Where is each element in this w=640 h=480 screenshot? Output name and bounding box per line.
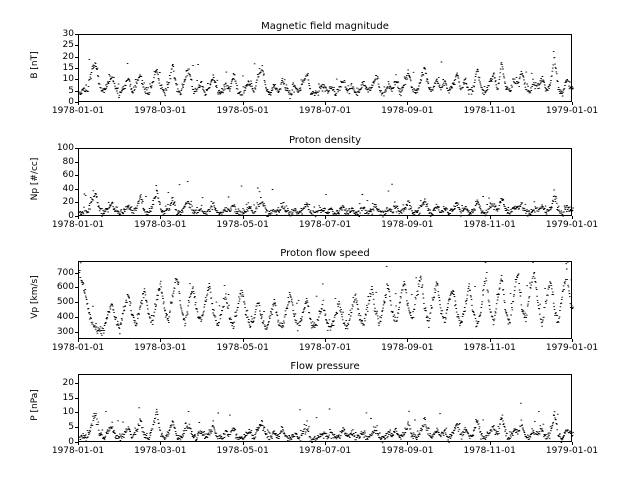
ylabel-proton-flow-speed: Vp [km/s] [30, 275, 40, 319]
ytick-label: 5 [68, 85, 74, 96]
xtick-label: 1979-01-01 [545, 220, 599, 230]
xtick-label: 1978-03-01 [134, 106, 187, 116]
ytick-label: 80 [62, 156, 74, 167]
xtick-mark [572, 339, 573, 342]
xtick-mark [325, 216, 326, 219]
xtick-mark [572, 102, 573, 105]
panel-title-proton-density: Proton density [288, 135, 362, 146]
xtick-label: 1979-01-01 [545, 446, 599, 456]
axes-proton-density [78, 135, 572, 216]
xtick-label: 1978-05-01 [216, 446, 269, 456]
xtick-label: 1978-05-01 [216, 106, 269, 116]
ytick-mark [75, 148, 78, 149]
ytick-mark [75, 34, 78, 35]
ytick-label: 0 [68, 97, 74, 107]
xtick-label: 1978-11-01 [463, 106, 516, 116]
ytick-mark [75, 79, 78, 80]
ytick-label: 600 [56, 282, 74, 293]
panel-title-flow-pressure: Flow pressure [290, 361, 360, 372]
ytick-mark [75, 68, 78, 69]
xtick-mark [78, 442, 79, 445]
xtick-label: 1978-09-01 [381, 446, 434, 456]
xtick-label: 1978-01-01 [51, 220, 105, 230]
ylabel-flow-pressure: P [nPa] [30, 389, 40, 421]
xtick-mark [490, 216, 491, 219]
xtick-mark [572, 442, 573, 445]
xtick-mark [407, 442, 408, 445]
ytick-mark [75, 412, 78, 413]
xtick-label: 1978-07-01 [298, 446, 352, 456]
xtick-label: 1978-11-01 [463, 446, 516, 456]
xtick-label: 1978-11-01 [463, 220, 516, 230]
scatter-data-magnetic-field [79, 35, 573, 103]
xtick-label: 1978-07-01 [298, 220, 352, 230]
ytick-mark [75, 427, 78, 428]
xtick-label: 1979-01-01 [545, 106, 599, 116]
xtick-label: 1978-11-01 [463, 343, 516, 353]
ytick-label: 100 [56, 143, 74, 153]
xtick-label: 1978-05-01 [216, 343, 269, 353]
xtick-mark [78, 216, 79, 219]
ytick-mark [75, 317, 78, 318]
xtick-label: 1978-01-01 [51, 106, 105, 116]
axes-flow-pressure [78, 361, 572, 442]
xtick-mark [490, 339, 491, 342]
xtick-mark [407, 216, 408, 219]
xtick-label: 1978-01-01 [51, 343, 105, 353]
xtick-mark [325, 339, 326, 342]
ytick-mark [75, 91, 78, 92]
ytick-mark [75, 287, 78, 288]
panel-magnetic-field [0, 0, 640, 120]
ytick-label: 300 [56, 326, 74, 337]
xtick-mark [160, 216, 161, 219]
ytick-mark [75, 202, 78, 203]
ytick-label: 15 [62, 392, 74, 403]
xtick-label: 1978-03-01 [134, 220, 187, 230]
ytick-label: 0 [68, 211, 74, 221]
xtick-mark [160, 339, 161, 342]
xtick-mark [490, 102, 491, 105]
ytick-label: 25 [62, 40, 74, 51]
xtick-mark [160, 102, 161, 105]
xtick-mark [243, 442, 244, 445]
ytick-mark [75, 273, 78, 274]
ytick-mark [75, 162, 78, 163]
ytick-label: 40 [62, 183, 74, 194]
panel-title-magnetic-field: Magnetic field magnitude [261, 21, 389, 32]
ytick-label: 700 [56, 267, 74, 278]
ytick-label: 5 [68, 422, 74, 433]
ytick-mark [75, 175, 78, 176]
ytick-label: 10 [62, 74, 74, 85]
ytick-mark [75, 383, 78, 384]
xtick-label: 1978-01-01 [51, 446, 105, 456]
panel-flow-pressure [0, 360, 640, 480]
xtick-mark [407, 339, 408, 342]
xtick-mark [325, 102, 326, 105]
xtick-mark [325, 442, 326, 445]
axes-magnetic-field [78, 21, 572, 102]
xtick-mark [160, 442, 161, 445]
ytick-label: 20 [62, 51, 74, 62]
ytick-mark [75, 189, 78, 190]
xtick-label: 1978-03-01 [134, 343, 187, 353]
xtick-label: 1978-03-01 [134, 446, 187, 456]
scatter-data-proton-flow-speed [79, 262, 573, 340]
ytick-mark [75, 45, 78, 46]
scatter-data-proton-density [79, 149, 573, 217]
xtick-mark [243, 216, 244, 219]
ytick-label: 15 [62, 63, 74, 73]
xtick-mark [490, 442, 491, 445]
ytick-label: 20 [62, 377, 74, 388]
xtick-mark [572, 216, 573, 219]
xtick-label: 1978-05-01 [216, 220, 269, 230]
ytick-mark [75, 302, 78, 303]
xtick-label: 1978-07-01 [298, 343, 352, 353]
xtick-label: 1979-01-01 [545, 343, 599, 353]
ylabel-magnetic-field: B [nT] [30, 51, 40, 79]
panel-title-proton-flow-speed: Proton flow speed [280, 248, 370, 259]
xtick-mark [243, 102, 244, 105]
ytick-label: 10 [62, 407, 74, 418]
xtick-label: 1978-09-01 [381, 343, 434, 353]
xtick-label: 1978-09-01 [381, 106, 434, 116]
ylabel-proton-density: Np [#/cc] [30, 157, 40, 201]
xtick-mark [78, 339, 79, 342]
ytick-mark [75, 332, 78, 333]
ytick-label: 400 [56, 311, 74, 322]
xtick-mark [407, 102, 408, 105]
scatter-data-flow-pressure [79, 375, 573, 443]
ytick-label: 500 [56, 297, 74, 308]
axes-proton-flow-speed [78, 248, 572, 339]
ytick-label: 30 [62, 29, 74, 39]
xtick-mark [78, 102, 79, 105]
ytick-label: 60 [62, 170, 74, 181]
ytick-label: 0 [68, 437, 74, 447]
ytick-label: 20 [62, 197, 74, 208]
panel-proton-density [0, 120, 640, 240]
ytick-mark [75, 57, 78, 58]
xtick-label: 1978-07-01 [298, 106, 352, 116]
panel-proton-flow-speed [0, 240, 640, 360]
ytick-mark [75, 398, 78, 399]
xtick-label: 1978-09-01 [381, 220, 434, 230]
xtick-mark [243, 339, 244, 342]
